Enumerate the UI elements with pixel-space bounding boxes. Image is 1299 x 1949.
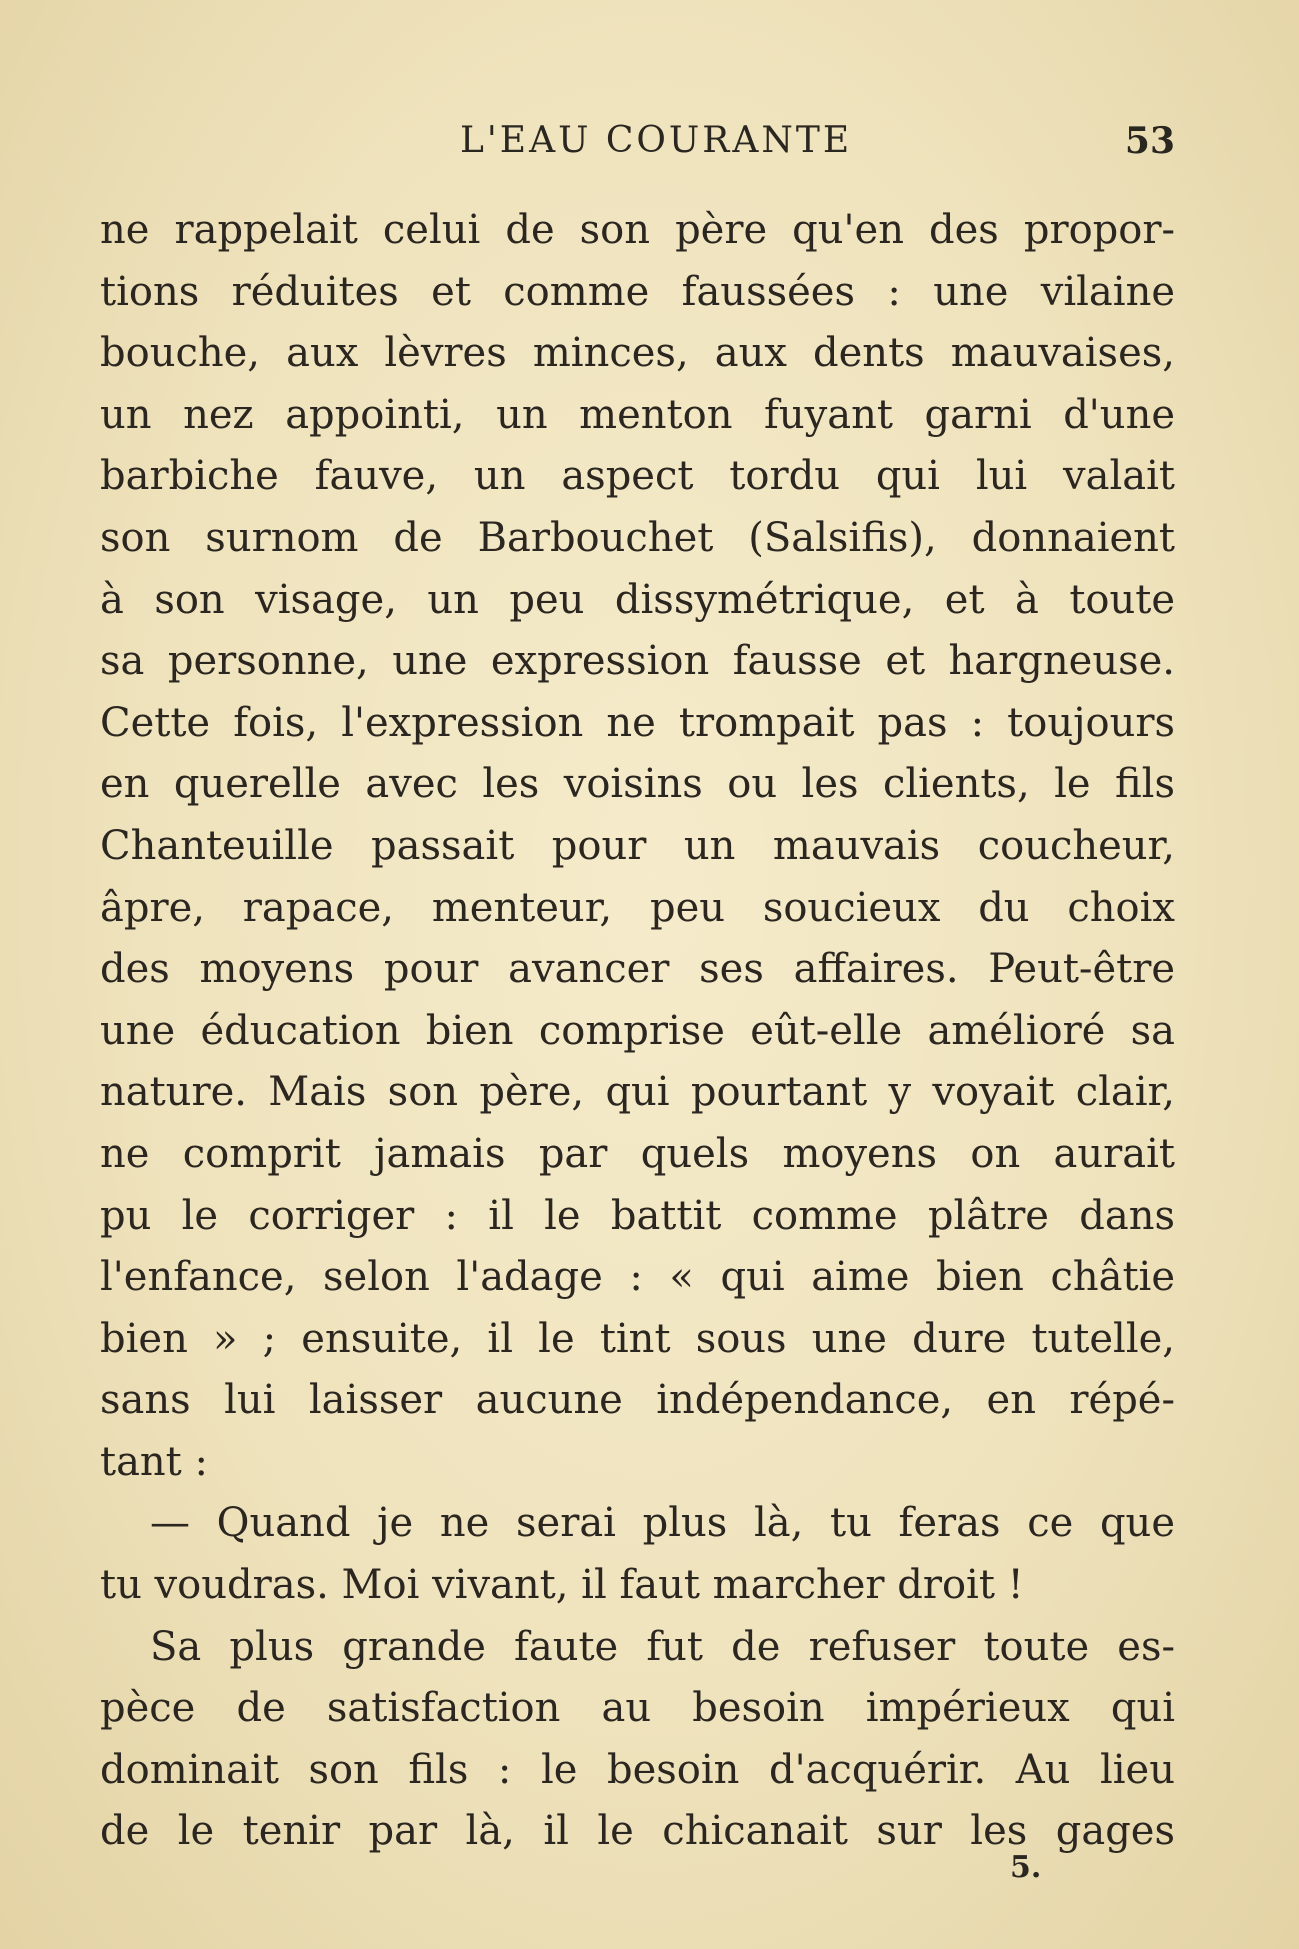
text-line: à son visage, un peu dissymétrique, et à toute bbox=[100, 576, 1175, 623]
text-line: dominait son fils : le besoin d'acquérir. Au lieu bbox=[100, 1746, 1175, 1793]
text-line: ne rappelait celui de son père qu'en des propor- bbox=[100, 207, 1175, 253]
signature-mark: 5. bbox=[1010, 1850, 1042, 1885]
text-line: pu le corriger : il le battit comme plâtre dans bbox=[100, 1192, 1175, 1239]
text-line: des moyens pour avancer ses affaires. Peut-être bbox=[100, 946, 1175, 993]
text-line: ne comprit jamais par quels moyens on aurait bbox=[100, 1130, 1175, 1177]
body-text bbox=[100, 200, 1175, 1863]
dialogue-line: tu voudras. Moi vivant, il faut marcher droit ! bbox=[100, 1562, 1024, 1609]
text-line: tions réduites et comme faussées : une vilaine bbox=[100, 268, 1175, 315]
page-number: 53 bbox=[1124, 120, 1175, 162]
text-line: sans lui laisser aucune indépendance, en répé- bbox=[100, 1377, 1175, 1424]
page-header bbox=[100, 120, 1175, 170]
text-line: nature. Mais son père, qui pourtant y voyait clair, bbox=[100, 1069, 1175, 1116]
dialogue-line: — Quand je ne serai plus là, tu feras ce que bbox=[150, 1500, 1175, 1547]
text-line: tant : bbox=[100, 1438, 208, 1485]
text-line: en querelle avec les voisins ou les clients, le fils bbox=[100, 761, 1175, 808]
text-line: barbiche fauve, un aspect tordu qui lui valait bbox=[100, 453, 1175, 500]
text-line: une éducation bien comprise eût-elle amélioré sa bbox=[100, 1007, 1175, 1054]
text-line: âpre, rapace, menteur, peu soucieux du choix bbox=[100, 884, 1175, 931]
text-line: l'enfance, selon l'adage : « qui aime bien châtie bbox=[100, 1254, 1175, 1301]
text-line: Chanteuille passait pour un mauvais coucheur, bbox=[100, 822, 1175, 869]
text-line: son surnom de Barbouchet (Salsifis), donnaient bbox=[100, 514, 1175, 561]
text-line: un nez appointi, un menton fuyant garni d'une bbox=[100, 391, 1175, 438]
text-line: pèce de satisfaction au besoin impérieux qui bbox=[100, 1685, 1175, 1732]
text-line: bouche, aux lèvres minces, aux dents mauvaises, bbox=[100, 330, 1175, 377]
text-line: sa personne, une expression fausse et hargneuse. bbox=[100, 638, 1175, 685]
text-line: de le tenir par là, il le chicanait sur les gages bbox=[100, 1808, 1175, 1855]
text-line: Sa plus grande faute fut de refuser toute es- bbox=[150, 1623, 1175, 1670]
running-title: L'EAU COURANTE bbox=[460, 120, 853, 161]
text-line: Cette fois, l'expression ne trompait pas : toujours bbox=[100, 699, 1175, 746]
text-line: bien » ; ensuite, il le tint sous une dure tutelle, bbox=[100, 1315, 1175, 1362]
